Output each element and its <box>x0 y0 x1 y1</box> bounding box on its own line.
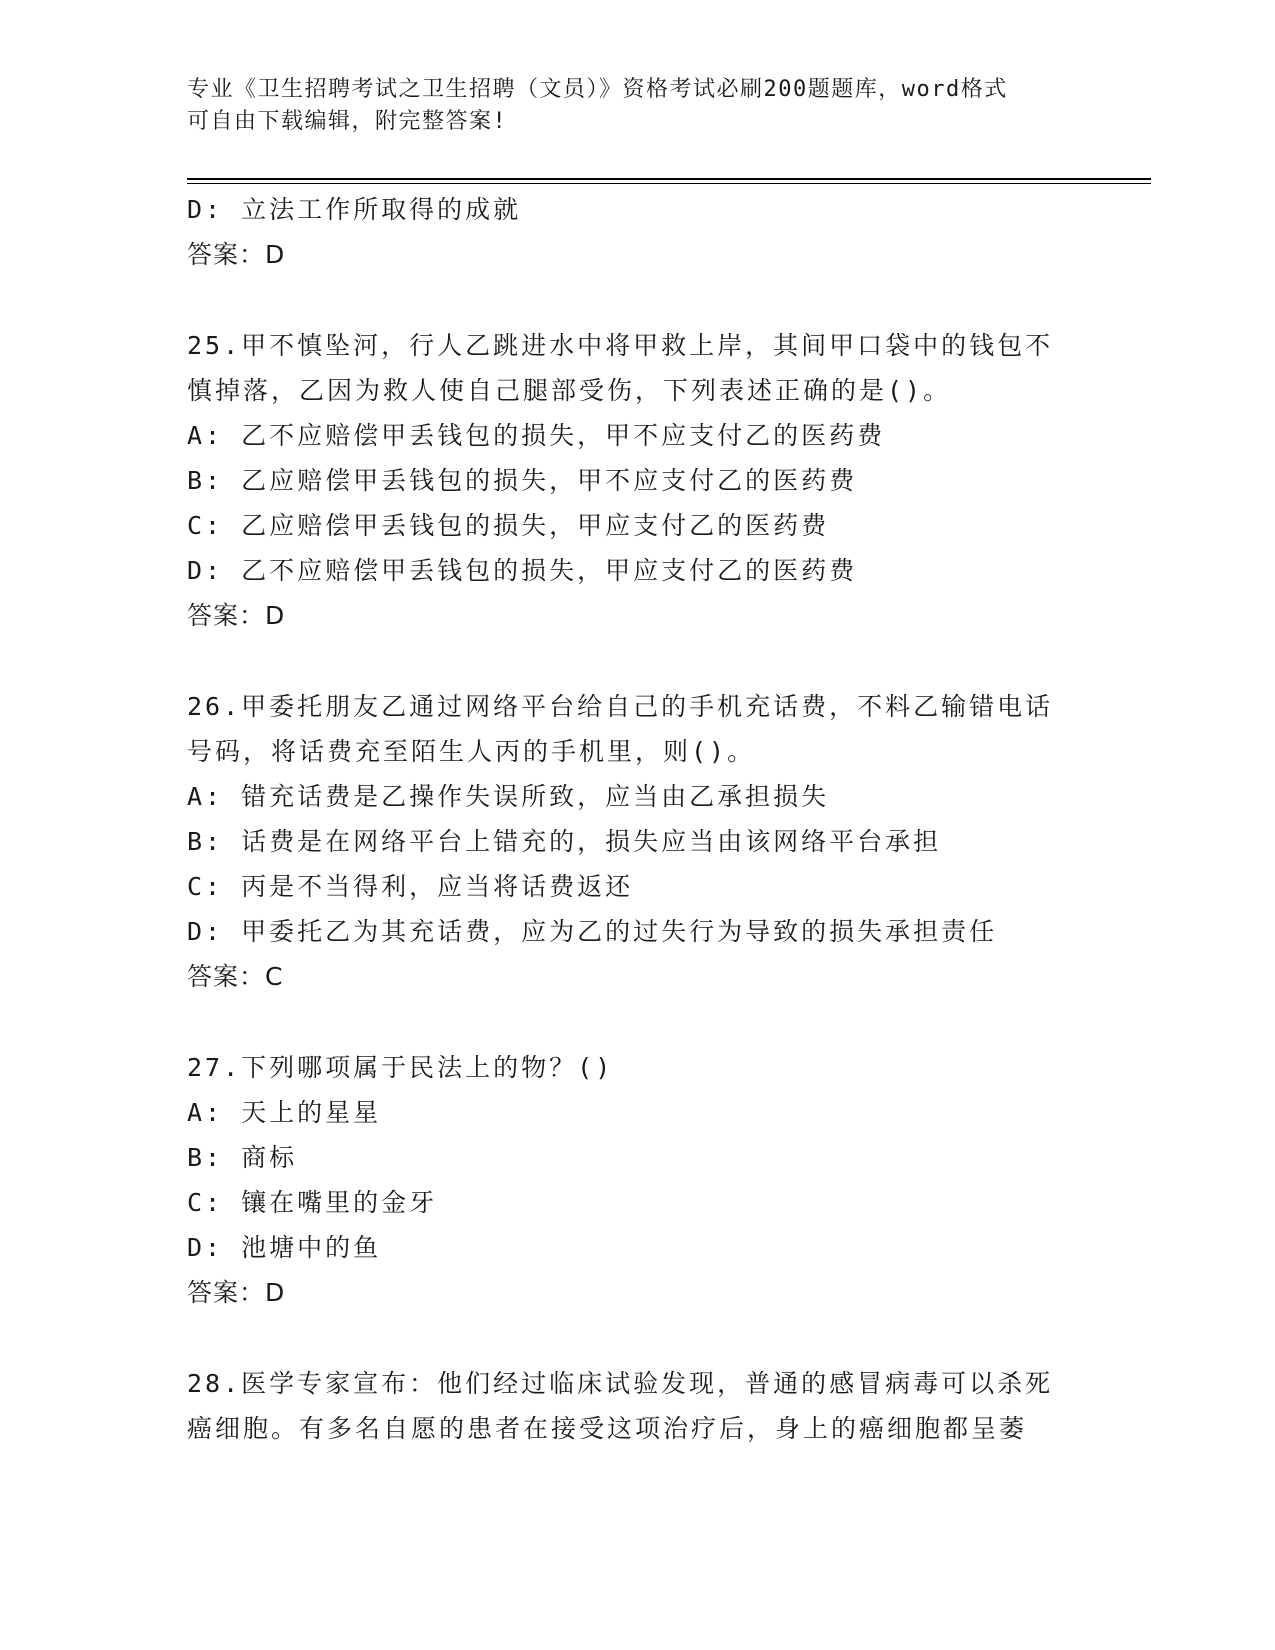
document-header <box>187 74 1087 138</box>
question-25 <box>187 323 1087 638</box>
question-stem-line: 癌细胞。有多名自愿的患者在接受这项治疗后，身上的癌细胞都呈萎 <box>187 1414 1028 1443</box>
answer-line: 答案：C <box>187 962 284 991</box>
option-d: D: 池塘中的鱼 <box>187 1233 382 1262</box>
question-stem-line: 号码，将话费充至陌生人丙的手机里，则()。 <box>187 737 756 766</box>
question-28 <box>187 1361 1087 1451</box>
option-d: D: 乙不应赔偿甲丢钱包的损失，甲应支付乙的医药费 <box>187 556 858 585</box>
header-divider-thick <box>187 178 1151 180</box>
option-c: C: 镶在嘴里的金牙 <box>187 1188 438 1217</box>
option-b: B: 话费是在网络平台上错充的，损失应当由该网络平台承担 <box>187 827 942 856</box>
header-divider-thin <box>187 183 1151 184</box>
option-a: A: 乙不应赔偿甲丢钱包的损失，甲不应支付乙的医药费 <box>187 421 886 450</box>
question-stem-line: 25.甲不慎坠河，行人乙跳进水中将甲救上岸，其间甲口袋中的钱包不 <box>187 331 1054 360</box>
document-body <box>187 187 1087 1451</box>
option-d: D: 甲委托乙为其充话费，应为乙的过失行为导致的损失承担责任 <box>187 917 998 946</box>
answer-line: 答案：D <box>187 1278 286 1307</box>
question-stem-line: 26.甲委托朋友乙通过网络平台给自己的手机充话费，不料乙输错电话 <box>187 692 1054 721</box>
option-b: B: 商标 <box>187 1143 298 1172</box>
question-stem-line: 28.医学专家宣布：他们经过临床试验发现，普通的感冒病毒可以杀死 <box>187 1369 1054 1398</box>
answer-line: 答案：D <box>187 240 286 269</box>
question-stem-line: 27.下列哪项属于民法上的物？() <box>187 1053 614 1082</box>
answer-line: 答案：D <box>187 601 286 630</box>
option-c: C: 乙应赔偿甲丢钱包的损失，甲应支付乙的医药费 <box>187 511 830 540</box>
option-c: C: 丙是不当得利，应当将话费返还 <box>187 872 634 901</box>
option-a: A: 错充话费是乙操作失误所致，应当由乙承担损失 <box>187 782 830 811</box>
header-line-2: 可自由下载编辑，附完整答案! <box>187 109 508 134</box>
option-d: D: 立法工作所取得的成就 <box>187 195 522 224</box>
question-27 <box>187 1045 1087 1315</box>
option-a: A: 天上的星星 <box>187 1098 382 1127</box>
option-b: B: 乙应赔偿甲丢钱包的损失，甲不应支付乙的医药费 <box>187 466 858 495</box>
question-stem-line: 慎掉落，乙因为救人使自己腿部受伤，下列表述正确的是()。 <box>187 376 952 405</box>
question-26 <box>187 684 1087 999</box>
previous-question-fragment <box>187 187 1087 277</box>
header-line-1: 专业《卫生招聘考试之卫生招聘（文员）》资格考试必刷200题题库，word格式 <box>187 77 1008 102</box>
